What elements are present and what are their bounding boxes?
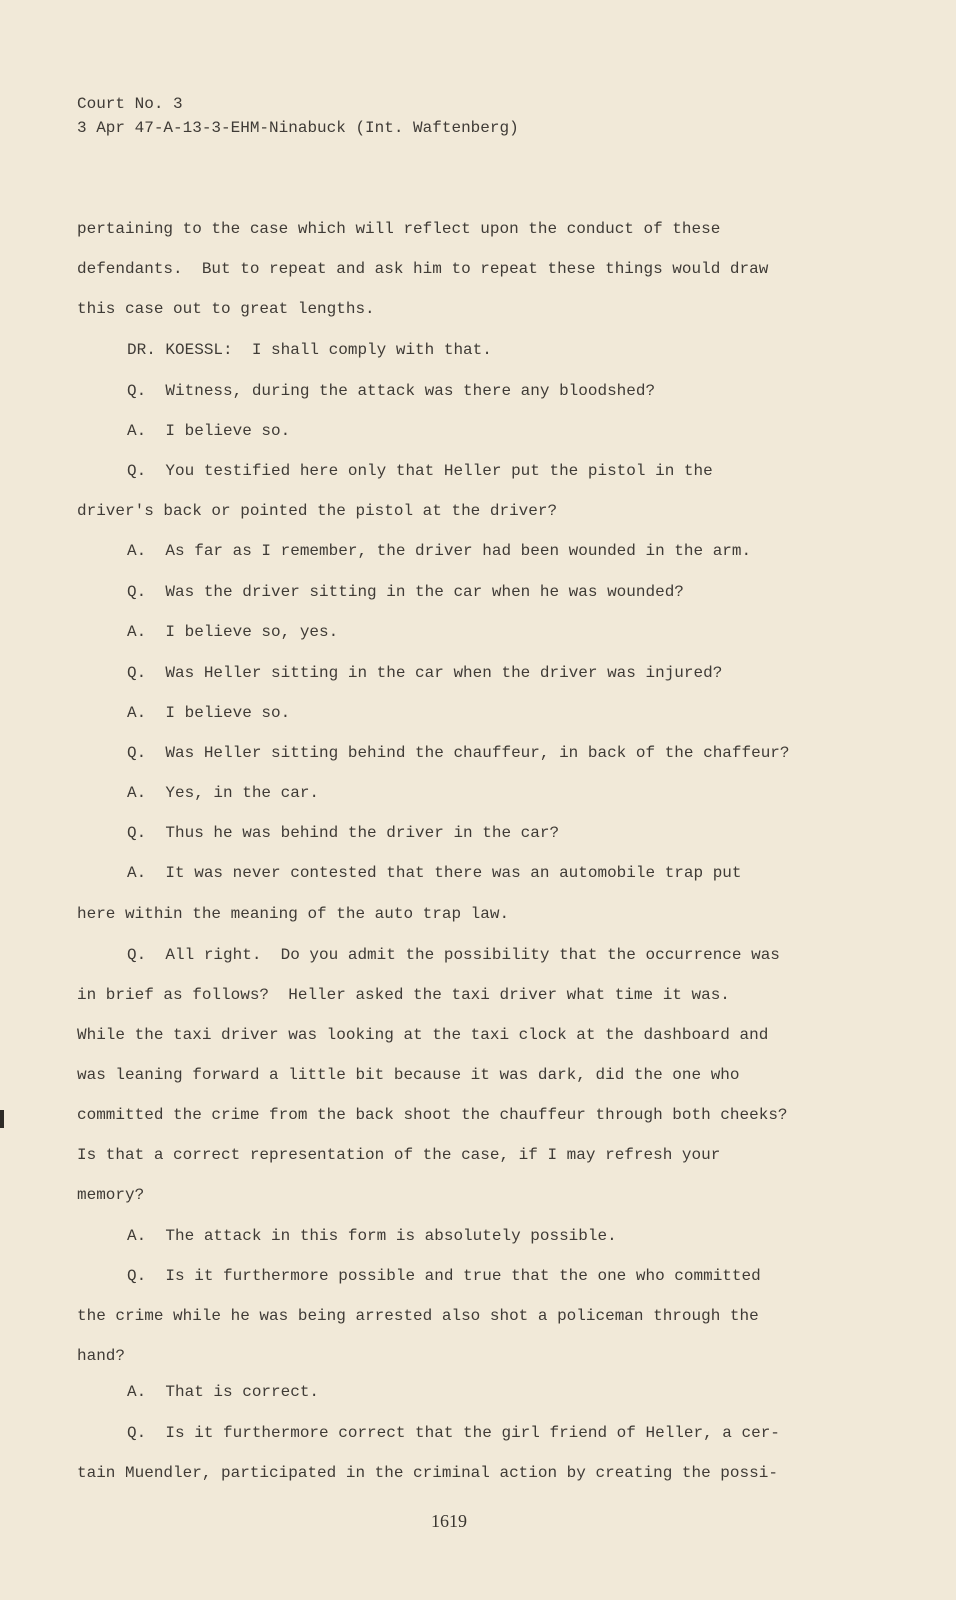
text-line: A. That is correct. <box>127 1383 320 1401</box>
text-line: DR. KOESSL: I shall comply with that. <box>127 341 492 359</box>
text-line: memory? <box>77 1186 145 1204</box>
text-line: hand? <box>77 1347 126 1365</box>
text-line: Q. You testified here only that Heller put the pistol in the <box>127 462 713 480</box>
text-line: Q. Is it furthermore possible and true that the one who committed <box>127 1267 761 1285</box>
text-line: Q. Is it furthermore correct that the girl friend of Heller, a cer- <box>127 1424 780 1442</box>
text-line: Q. Thus he was behind the driver in the car? <box>127 824 560 842</box>
text-line: A. I believe so. <box>127 422 291 440</box>
text-line: A. Yes, in the car. <box>127 784 320 802</box>
text-line: A. The attack in this form is absolutely possible. <box>127 1227 617 1245</box>
text-line: driver's back or pointed the pistol at the driver? <box>77 502 558 520</box>
text-line: Q. Witness, during the attack was there any bloodshed? <box>127 382 656 400</box>
text-line: this case out to great lengths. <box>77 300 375 318</box>
document-reference: 3 Apr 47-A-13-3-EHM-Ninabuck (Int. Waftenberg) <box>77 119 519 137</box>
text-line: Q. Was Heller sitting in the car when the driver was injured? <box>127 664 723 682</box>
text-line: tain Muendler, participated in the criminal action by creating the possi- <box>77 1464 778 1482</box>
text-line: While the taxi driver was looking at the taxi clock at the dashboard and <box>77 1026 769 1044</box>
text-line: defendants. But to repeat and ask him to repeat these things would draw <box>77 260 769 278</box>
text-line: committed the crime from the back shoot the chauffeur through both cheeks? <box>77 1106 788 1124</box>
text-line: pertaining to the case which will reflect upon the conduct of these <box>77 220 721 238</box>
text-line: A. I believe so, yes. <box>127 623 339 641</box>
court-number: Court No. 3 <box>77 95 183 113</box>
text-line: was leaning forward a little bit because it was dark, did the one who <box>77 1066 740 1084</box>
text-line: Q. All right. Do you admit the possibility that the occurrence was <box>127 946 780 964</box>
text-line: here within the meaning of the auto trap law. <box>77 905 510 923</box>
text-line: A. As far as I remember, the driver had been wounded in the arm. <box>127 542 752 560</box>
document-header <box>77 92 519 140</box>
text-line: Is that a correct representation of the case, if I may refresh your <box>77 1146 721 1164</box>
binding-edge-mark <box>0 1110 4 1128</box>
text-line: A. I believe so. <box>127 704 291 722</box>
text-line: the crime while he was being arrested also shot a policeman through the <box>77 1307 759 1325</box>
page-number: 1619 <box>431 1511 467 1531</box>
text-line: in brief as follows? Heller asked the taxi driver what time it was. <box>77 986 730 1004</box>
text-line: Q. Was the driver sitting in the car when he was wounded? <box>127 583 684 601</box>
text-line: Q. Was Heller sitting behind the chauffeur, in back of the chaffeur? <box>127 744 790 762</box>
text-line: A. It was never contested that there was an automobile trap put <box>127 864 742 882</box>
